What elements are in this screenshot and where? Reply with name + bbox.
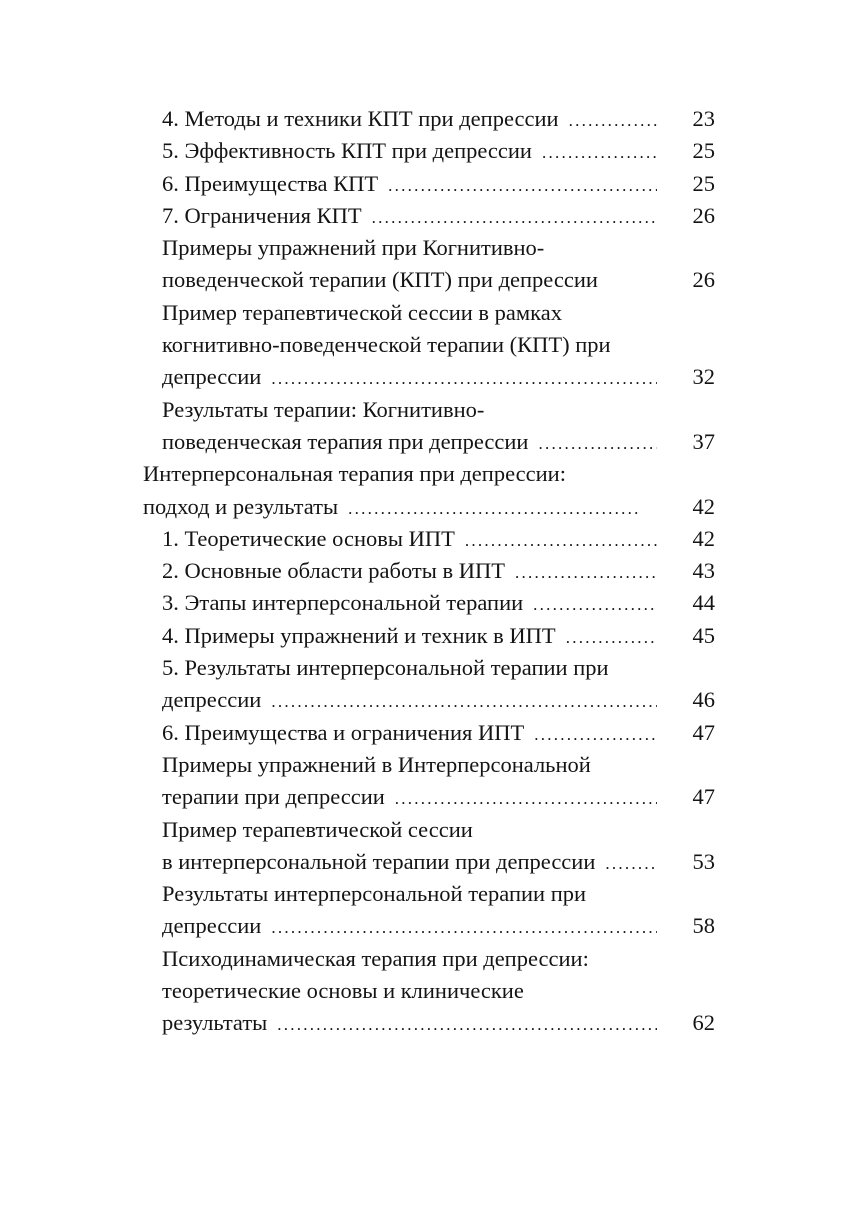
- toc-entry[interactable]: [143, 555, 715, 587]
- toc-entry[interactable]: [143, 232, 715, 297]
- toc-page-number: 62: [692, 1010, 715, 1036]
- toc-page-number: 25: [692, 138, 715, 164]
- toc-page-number: 42: [692, 493, 715, 519]
- toc-entry-title: результаты: [162, 1010, 268, 1036]
- table-of-contents: [143, 103, 715, 1040]
- toc-entry[interactable]: [143, 717, 715, 749]
- toc-entry-title: депрессии: [162, 364, 262, 390]
- toc-entry[interactable]: [143, 523, 715, 555]
- toc-entry-title: 3. Этапы интерперсональной терапии: [162, 590, 524, 616]
- toc-entry[interactable]: [143, 878, 715, 943]
- toc-entry[interactable]: [143, 458, 715, 523]
- toc-page-number: 53: [692, 848, 715, 874]
- toc-page-number: 25: [692, 170, 715, 196]
- toc-entry-title: Психодинамическая терапия при депрессии:: [162, 945, 589, 971]
- toc-page-number: 32: [692, 364, 715, 390]
- toc-entry-title: Примеры упражнений в Интерперсональной: [162, 751, 591, 777]
- toc-entry[interactable]: [143, 135, 715, 167]
- toc-entry-title: депрессии: [162, 913, 262, 939]
- toc-entry[interactable]: [143, 814, 715, 879]
- toc-entry-title: 5. Результаты интерперсональной терапии при: [162, 655, 609, 681]
- toc-page-number: 44: [692, 590, 715, 616]
- toc-entry-title: Результаты терапии: Когнитивно-: [162, 396, 485, 422]
- toc-entry-title: 2. Основные области работы в ИПТ: [162, 558, 505, 584]
- toc-entry-title: в интерперсональной терапии при депрессии: [162, 848, 596, 874]
- toc-entry-title: 6. Преимущества и ограничения ИПТ: [162, 719, 525, 745]
- toc-entry-title: терапии при депрессии: [162, 784, 385, 810]
- toc-entry-title: 4. Методы и техники КПТ при депрессии: [162, 106, 559, 131]
- toc-page-number: 47: [692, 719, 715, 745]
- toc-entry-title: Результаты интерперсональной терапии при: [162, 881, 587, 907]
- toc-entry[interactable]: [143, 620, 715, 652]
- toc-entry-title: подход и результаты: [143, 493, 339, 519]
- toc-entry-title: депрессии: [162, 687, 262, 713]
- toc-entry-title: 1. Теоретические основы ИПТ: [162, 525, 455, 551]
- toc-page-number: 42: [692, 525, 715, 551]
- toc-page-number: 37: [692, 428, 715, 454]
- toc-entry[interactable]: [143, 394, 715, 459]
- toc-entry[interactable]: [143, 749, 715, 814]
- toc-entry[interactable]: [143, 587, 715, 619]
- toc-entry[interactable]: [143, 103, 715, 135]
- toc-entry-title: 6. Преимущества КПТ: [162, 170, 379, 196]
- toc-entry-title: теоретические основы и клинические: [162, 978, 524, 1004]
- toc-page-number: 58: [692, 913, 715, 939]
- toc-page-number: 45: [692, 622, 715, 648]
- toc-page-number: 47: [692, 784, 715, 810]
- toc-entry-title: 7. Ограничения КПТ: [162, 202, 362, 228]
- toc-page-number: 46: [692, 687, 715, 713]
- toc-entry[interactable]: [143, 297, 715, 394]
- toc-entry[interactable]: [143, 200, 715, 232]
- toc-entry-title: поведенческой терапии (КПТ) при депрессии: [162, 267, 598, 293]
- toc-page-number: 26: [692, 202, 715, 228]
- toc-entry-title: 5. Эффективность КПТ при депрессии: [162, 138, 532, 164]
- toc-entry-title: Пример терапевтической сессии: [162, 816, 473, 842]
- toc-entry[interactable]: [143, 943, 715, 1040]
- toc-entry[interactable]: [143, 652, 715, 717]
- toc-entry-title: Примеры упражнений при Когнитивно-: [162, 235, 545, 261]
- toc-page-number: 26: [692, 267, 715, 293]
- toc-entry[interactable]: [143, 168, 715, 200]
- toc-entry-title: 4. Примеры упражнений и техник в ИПТ: [162, 622, 556, 648]
- toc-entry-title: Интерперсональная терапия при депрессии:: [143, 461, 566, 487]
- toc-page-number: 43: [692, 558, 715, 584]
- toc-page-number: 23: [692, 106, 715, 131]
- toc-entry-title: Пример терапевтической сессии в рамках: [162, 299, 562, 325]
- toc-entry-title: поведенческая терапия при депрессии: [162, 428, 529, 454]
- toc-entry-title: когнитивно-поведенческой терапии (КПТ) при: [162, 332, 611, 358]
